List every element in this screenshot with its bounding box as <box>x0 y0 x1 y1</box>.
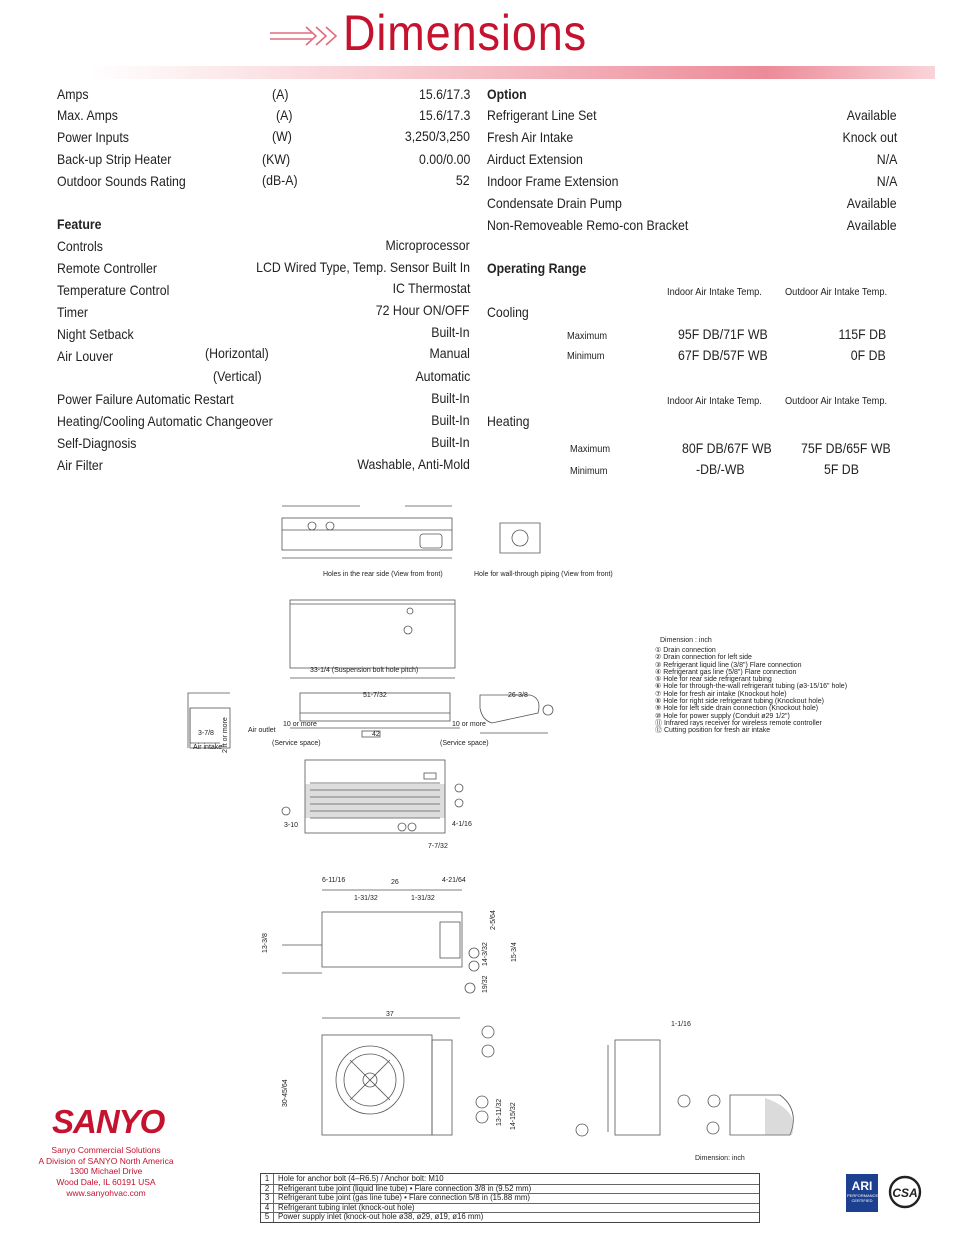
sanyo-logo: SANYO <box>52 1103 165 1140</box>
feature-label: Power Failure Automatic Restart <box>57 391 234 407</box>
legend-row <box>261 1212 759 1222</box>
ari-logo <box>846 1174 878 1212</box>
feature-value: IC Thermostat <box>392 280 470 296</box>
suspension-label: 33-1/4 (Suspension bolt hole pitch) <box>310 667 419 674</box>
option-value: Available <box>847 107 897 123</box>
spec-label: Power Inputs <box>57 129 129 145</box>
dim-4-1-16: 4-1/16 <box>452 821 472 828</box>
legend-item: ⑦ Hole for fresh air intake (Knockout hole) <box>655 690 787 698</box>
cooling-label: Cooling <box>487 304 529 320</box>
option-label: Fresh Air Intake <box>487 129 574 145</box>
feature-label: Self-Diagnosis <box>57 435 137 451</box>
dim-top-mid: 26 <box>391 879 399 886</box>
dim-r4: 19/32 <box>482 975 489 993</box>
feature-value: Built-In <box>431 390 470 406</box>
legend-item: ⑪ Infrared rays receiver for wireless remote controller <box>655 719 822 727</box>
option-value: Available <box>847 217 897 233</box>
dim-a: 1-31/32 <box>354 895 378 902</box>
dim-r3: 15-3/4 <box>511 942 518 962</box>
legend-num: 4 <box>261 1203 274 1213</box>
legend-item: ⑩ Hole for power supply (Conduit ø29 1/2") <box>655 712 790 720</box>
feature-value: 72 Hour ON/OFF <box>376 302 470 318</box>
legend-num: 1 <box>261 1174 274 1184</box>
feature-value: Built-In <box>431 412 470 428</box>
dim-h1: 13-11/32 <box>496 1098 503 1126</box>
col-indoor: Indoor Air Intake Temp. <box>667 286 762 298</box>
company-link[interactable]: www.sanyohvac.com <box>66 1187 146 1198</box>
dim-r2: 14-3/32 <box>482 942 489 966</box>
heating-max-label: Maximum <box>570 443 611 455</box>
option-label: Refrigerant Line Set <box>487 107 597 123</box>
indoor-legend-title: Dimension : inch <box>660 637 712 644</box>
legend-item: ⑨ Hole for left side drain connection (Knockout hole) <box>655 705 819 713</box>
legend-item: ④ Refrigerant gas line (5/8") Flare connection <box>655 668 797 676</box>
feature-label: Air Filter <box>57 457 103 473</box>
clearance-right: 10 or more <box>452 721 486 728</box>
feature-value: LCD Wired Type, Temp. Sensor Built In <box>256 259 470 275</box>
legend-item: ② Drain connection for left side <box>655 654 752 662</box>
outdoor-height: 30-45/64 <box>282 1079 289 1107</box>
spec-label: Back-up Strip Heater <box>57 151 172 167</box>
option-heading: Option <box>487 86 527 102</box>
heating-min-outdoor: 5F DB <box>824 461 859 477</box>
feature-label: Remote Controller <box>57 260 157 276</box>
hole-wall-label: Hole for wall-through piping (View from front) <box>474 571 613 578</box>
spec-label: Outdoor Sounds Rating <box>57 173 186 189</box>
dim-b: 1-31/32 <box>411 895 435 902</box>
feature-value: Built-In <box>431 434 470 450</box>
spec-value: 0.00/0.00 <box>418 151 470 167</box>
air-intake-label: Air intake <box>193 744 223 751</box>
legend-text: Refrigerant tube joint (liquid line tube) • Flare connection 3/8 in (9.52 mm) <box>278 1183 532 1193</box>
option-value: Knock out <box>842 129 897 145</box>
company-line: Sanyo Commercial Solutions <box>51 1145 161 1155</box>
feature-label: Controls <box>57 238 103 254</box>
heating-max-indoor: 80F DB/67F WB <box>682 440 772 456</box>
dim-7-7-32: 7-7/32 <box>428 843 448 850</box>
legend-text: Power supply inlet (knock-out hole ø38, ø29, ø19, ø16 mm) <box>278 1212 484 1222</box>
heating-max-outdoor: 75F DB/65F WB <box>801 440 891 456</box>
heating-label: Heating <box>487 413 530 429</box>
legend-text: Hole for anchor bolt (4–R6.5) / Anchor bolt: M10 <box>278 1174 444 1183</box>
dim-top-right: 4-21/64 <box>442 877 466 884</box>
page-title: Dimensions <box>343 5 588 61</box>
legend-item: ⑥ Hole for through-the-wall refrigerant tubing (ø3-15/16" hole) <box>655 683 848 691</box>
feature-value: Manual <box>429 345 470 361</box>
legend-item: ⑧ Hole for right side refrigerant tubing (Knockout hole) <box>655 698 824 706</box>
indoor-unit-drawing <box>170 498 630 853</box>
service-space-left: (Service space) <box>272 740 321 747</box>
clearance-left: 10 or more <box>283 721 317 728</box>
feature-sub: (Vertical) <box>213 368 262 384</box>
spec-value: 3,250/3,250 <box>404 128 470 144</box>
dim-h2: 14-15/32 <box>510 1102 517 1130</box>
feature-value: Automatic <box>415 368 470 384</box>
outdoor-legend-table <box>260 1173 760 1223</box>
col-outdoor: Outdoor Air Intake Temp. <box>785 395 888 407</box>
feature-value: Washable, Anti-Mold <box>357 456 470 472</box>
spec-label: Amps <box>57 86 89 102</box>
ari-text: ARI <box>851 1179 873 1193</box>
cooling-max-outdoor: 115F DB <box>838 326 886 342</box>
heating-min-indoor: -DB/-WB <box>696 461 745 477</box>
double-arrow-icon <box>268 24 340 48</box>
legend-item: ⑤ Hole for rear side refrigerant tubing <box>655 676 772 684</box>
company-line: 1300 Michael Drive <box>69 1166 143 1177</box>
cooling-min-indoor: 67F DB/57F WB <box>678 347 768 363</box>
spec-label: Max. Amps <box>57 107 118 123</box>
option-label: Condensate Drain Pump <box>487 195 622 211</box>
cooling-max-label: Maximum <box>567 330 608 342</box>
legend-item: ① Drain connection <box>655 647 716 654</box>
csa-text: CSA <box>892 1186 918 1200</box>
legend-num: 2 <box>261 1184 274 1194</box>
feature-value: Microprocessor <box>385 237 470 253</box>
cooling-min-outdoor: 0F DB <box>851 347 886 363</box>
cooling-min-label: Minimum <box>567 350 605 362</box>
option-label: Indoor Frame Extension <box>487 173 619 189</box>
legend-text: Refrigerant tubing inlet (knock-out hole) <box>278 1202 415 1212</box>
spec-unit: (dB-A) <box>262 172 298 188</box>
col-indoor: Indoor Air Intake Temp. <box>667 395 762 407</box>
outdoor-width: 37 <box>386 1011 394 1018</box>
clearance-bottom: 2 ft or more <box>222 717 229 753</box>
cooling-max-indoor: 95F DB/71F WB <box>678 326 768 342</box>
company-address <box>30 1145 182 1199</box>
dim-3-7-8: 3-7/8 <box>198 730 214 737</box>
operating-range-heading: Operating Range <box>487 260 587 276</box>
company-line: Wood Dale, IL 60191 USA <box>56 1177 156 1188</box>
outdoor-unit-drawing <box>260 870 820 1160</box>
ari-subtext: PERFORMANCE CERTIFIED <box>847 1193 879 1203</box>
col-outdoor: Outdoor Air Intake Temp. <box>785 286 888 298</box>
feature-label: Timer <box>57 304 89 320</box>
company-line: A Division of SANYO North America <box>38 1155 174 1166</box>
dim-side: 13-3/8 <box>262 933 269 953</box>
spec-value: 15.6/17.3 <box>418 107 470 123</box>
csa-logo-icon <box>886 1172 926 1212</box>
option-value: N/A <box>876 151 897 167</box>
feature-heading: Feature <box>57 216 102 232</box>
legend-item: ⑫ Cutting position for fresh air intake <box>655 727 771 735</box>
depth-label: 26-3/8 <box>508 692 528 699</box>
dimension-note: Dimension: inch <box>695 1155 745 1162</box>
option-label: Airduct Extension <box>487 151 583 167</box>
feature-label: Heating/Cooling Automatic Changeover <box>57 413 273 429</box>
title-rule <box>90 66 935 79</box>
width-total-label: 51-7/32 <box>363 692 387 699</box>
feature-label: Temperature Control <box>57 282 170 298</box>
spec-unit: (KW) <box>262 151 291 167</box>
legend-num: 5 <box>261 1212 274 1222</box>
heating-min-label: Minimum <box>570 465 608 477</box>
legend-text: Refrigerant tube joint (gas line tube) • Flare connection 5/8 in (15.88 mm) <box>278 1193 530 1203</box>
option-value: N/A <box>876 173 897 189</box>
spec-unit: (W) <box>272 128 292 144</box>
spec-value: 15.6/17.3 <box>418 86 470 102</box>
holes-rear-label: Holes in the rear side (View from front) <box>323 571 443 578</box>
dim-r1: 2-5/64 <box>490 910 497 930</box>
dim-3-10: 3-10 <box>284 822 299 829</box>
service-space-right: (Service space) <box>440 740 489 747</box>
option-label: Non-Removeable Remo-con Bracket <box>487 217 689 233</box>
feature-value: Built-In <box>431 324 470 340</box>
option-value: Available <box>847 195 897 211</box>
feature-label: Air Louver <box>57 348 114 364</box>
legend-num: 3 <box>261 1193 274 1203</box>
dim-side-top: 1-1/16 <box>671 1021 691 1028</box>
feature-label: Night Setback <box>57 326 134 342</box>
feature-sub: (Horizontal) <box>205 345 269 361</box>
indoor-legend <box>655 637 847 735</box>
dim-top-left: 6-11/16 <box>322 877 346 884</box>
spec-value: 52 <box>456 172 470 188</box>
air-outlet-label: Air outlet <box>248 727 276 734</box>
spec-unit: (A) <box>272 86 289 102</box>
width-inner-label: 42 <box>372 731 380 738</box>
legend-item: ③ Refrigerant liquid line (3/8") Flare connection <box>655 661 802 669</box>
spec-unit: (A) <box>276 107 293 123</box>
